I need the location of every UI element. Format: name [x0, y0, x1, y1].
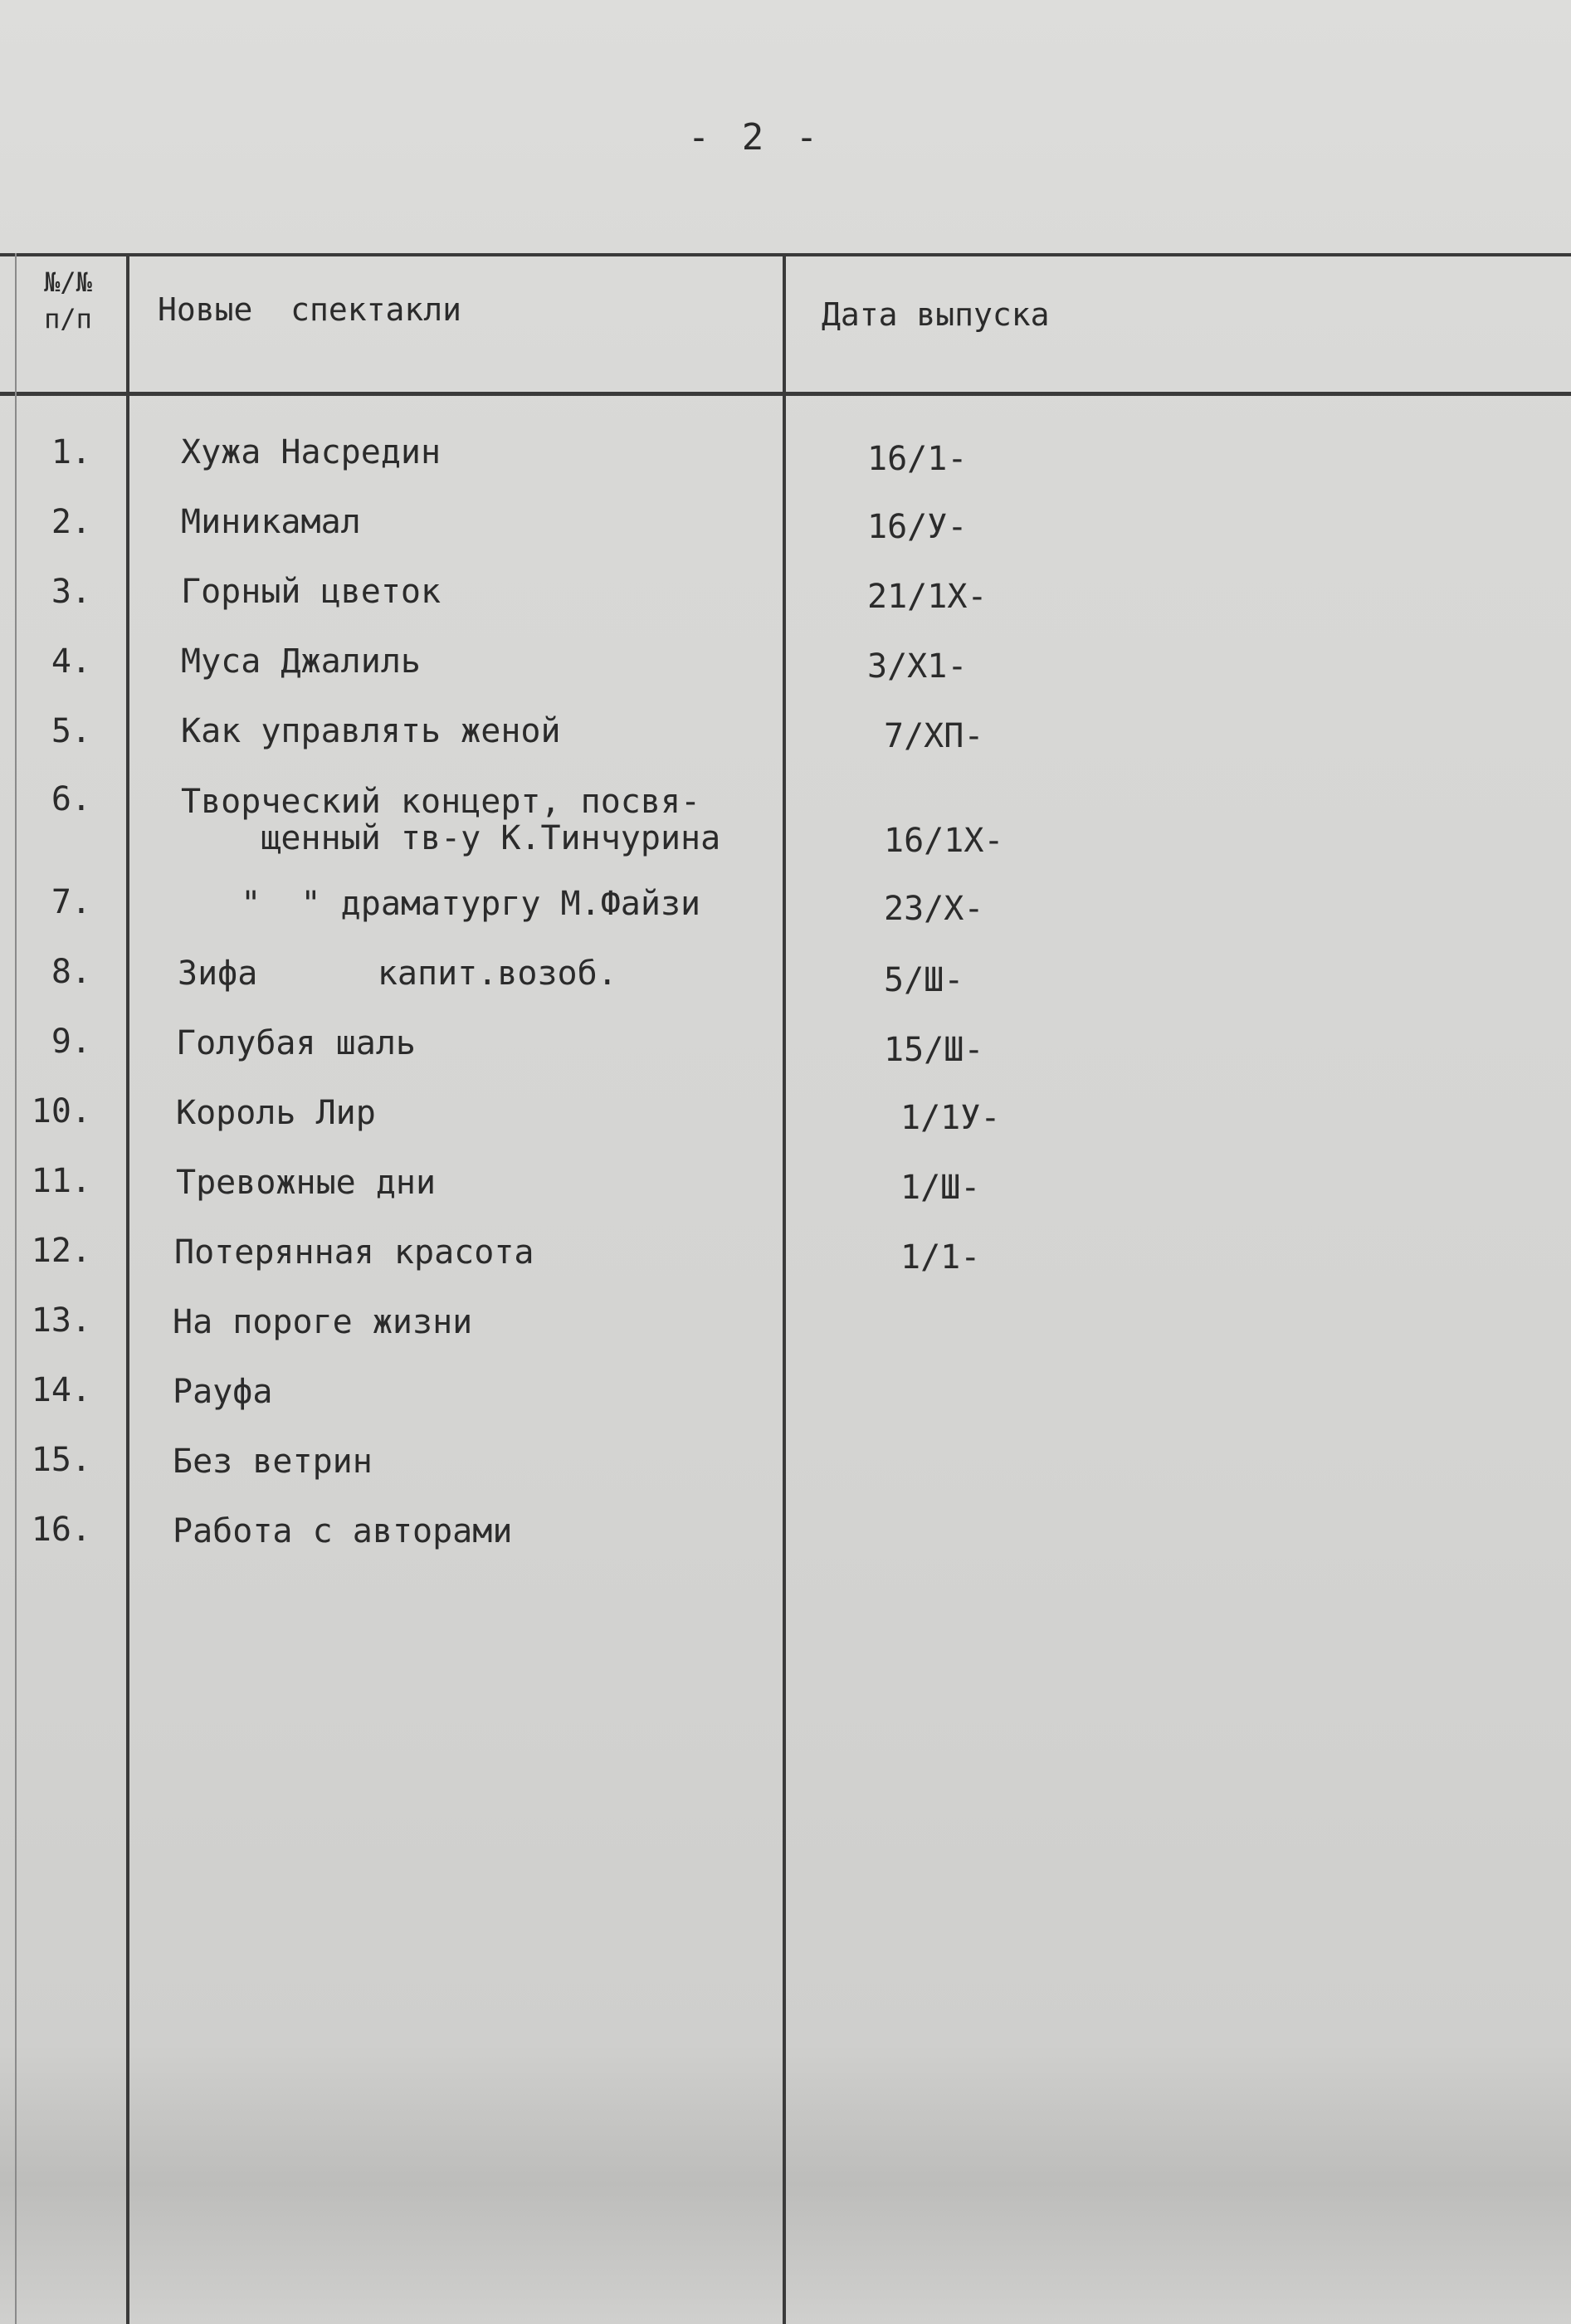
column-divider-num — [126, 253, 129, 2324]
row-7-title: " " драматургу М.Файзи — [181, 885, 701, 923]
row-11-title: Тревожные дни — [176, 1164, 437, 1202]
left-page-edge — [15, 253, 17, 2324]
row-3-num: 3. — [51, 573, 91, 611]
row-16-num: 16. — [31, 1511, 91, 1549]
row-1-num: 1. — [51, 433, 91, 471]
row-16-title: Работа с авторами — [173, 1512, 513, 1550]
row-12-date: 1/1- — [900, 1238, 981, 1277]
row-9-date: 15/Ш- — [884, 1031, 984, 1069]
row-3-date: 21/1Х- — [867, 578, 988, 616]
row-2-title: Миникамал — [181, 503, 361, 541]
row-4-date: 3/Х1- — [867, 647, 968, 686]
row-10-title: Король Лир — [176, 1094, 376, 1132]
row-11-num: 11. — [31, 1162, 91, 1200]
row-3-title: Горный цветок — [181, 573, 442, 611]
row-7-date: 23/Х- — [884, 890, 984, 928]
row-10-num: 10. — [31, 1092, 91, 1130]
header-num: №/№ п/п — [44, 266, 92, 334]
row-6-num: 6. — [51, 780, 91, 818]
row-13-num: 13. — [31, 1301, 91, 1340]
row-6-title: Творческий концерт, посвя- щенный тв-у К.Тинчурина — [181, 783, 721, 857]
row-7-num: 7. — [51, 883, 91, 921]
row-2-num: 2. — [51, 503, 91, 541]
row-14-num: 14. — [31, 1371, 91, 1409]
row-14-title: Рауфа — [173, 1373, 273, 1411]
row-8-num: 8. — [51, 953, 91, 991]
row-5-date: 7/ХП- — [884, 717, 984, 755]
row-12-num: 12. — [31, 1232, 91, 1270]
row-11-date: 1/Ш- — [900, 1169, 981, 1207]
row-13-title: На пороге жизни — [173, 1303, 473, 1341]
row-6-date: 16/1Х- — [884, 822, 1004, 860]
page-number: - 2 - — [687, 116, 823, 159]
column-divider-date — [783, 253, 786, 2324]
row-5-title: Как управлять женой — [181, 712, 561, 750]
row-4-num: 4. — [51, 642, 91, 681]
row-4-title: Муса Джалиль — [181, 642, 421, 681]
row-1-title: Хужа Насредин — [181, 433, 442, 471]
row-10-date: 1/1У- — [900, 1099, 1001, 1137]
row-8-date: 5/Ш- — [884, 961, 964, 999]
row-9-title: Голубая шаль — [176, 1024, 416, 1062]
header-date: Дата выпуска — [822, 296, 1050, 333]
row-5-num: 5. — [51, 712, 91, 750]
row-15-num: 15. — [31, 1441, 91, 1479]
row-1-date: 16/1- — [867, 440, 968, 478]
row-8-title: Зифа капит.возоб. — [178, 954, 617, 993]
row-12-title: Потерянная красота — [174, 1233, 534, 1272]
header-title: Новые спектакли — [158, 291, 462, 328]
row-2-date: 16/У- — [867, 508, 968, 546]
row-9-num: 9. — [51, 1023, 91, 1061]
row-15-title: Без ветрин — [173, 1443, 373, 1481]
